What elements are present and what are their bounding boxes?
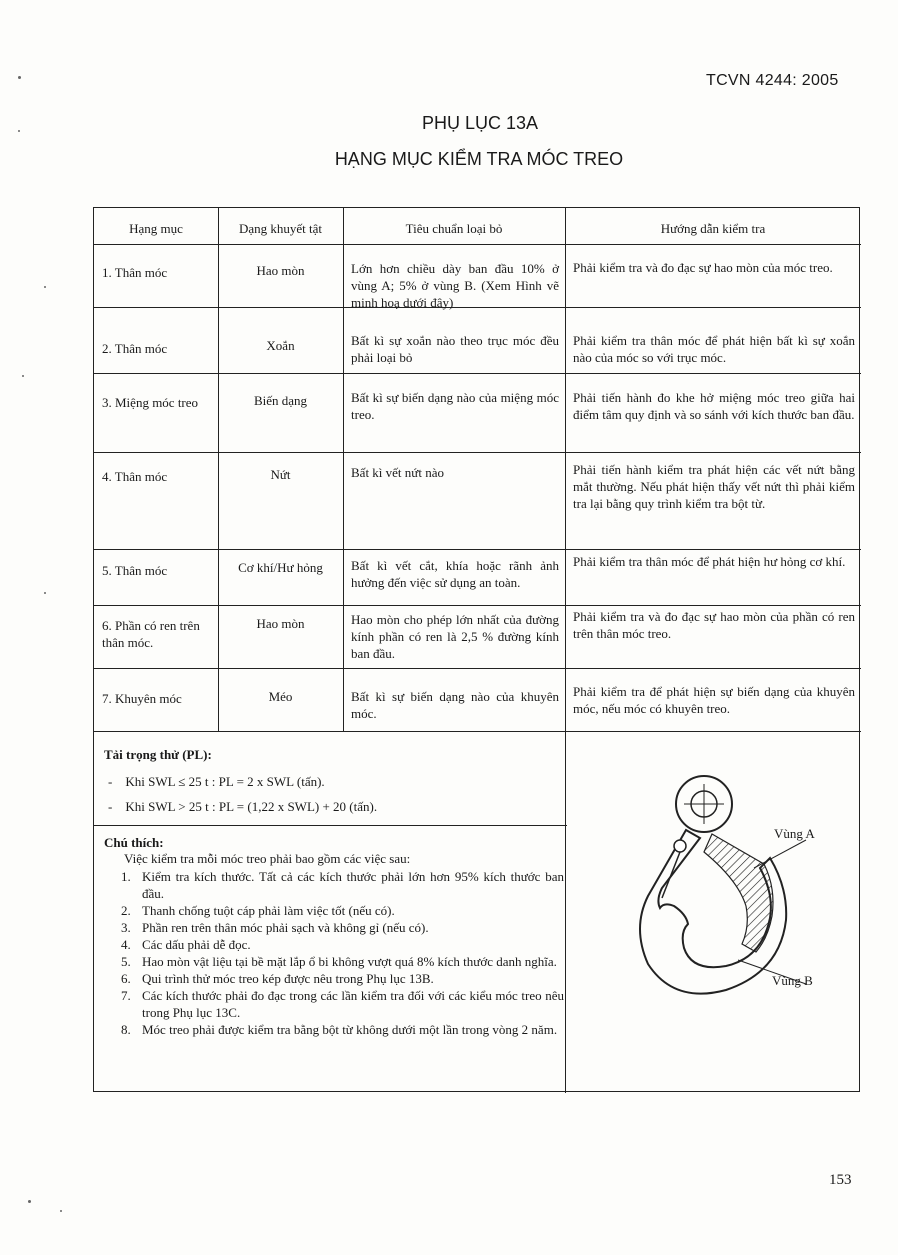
- page-title: HẠNG MỤC KIỂM TRA MÓC TREO: [334, 149, 624, 169]
- row1-criterion: Lớn hơn chiều dày ban đầu 10% ở vùng A; 5% ở vùng B. (Xem Hình vẽ minh hoạ dưới đây): [351, 261, 559, 310]
- notes-list: [104, 868, 564, 1038]
- test-load-item: - Khi SWL ≤ 25 t : PL = 2 x SWL (tấn).: [108, 774, 325, 789]
- row-divider: [94, 452, 861, 453]
- row4-defect: Nứt: [270, 467, 291, 482]
- scan-speck: [28, 1200, 31, 1203]
- row2-criterion: Bất kì sự xoắn nào theo trục móc đều phải loại bỏ: [351, 333, 559, 365]
- notes-title: Chú thích:: [104, 835, 164, 850]
- row1-guide: Phải kiểm tra và đo đạc sự hao mòn của móc treo.: [573, 260, 833, 275]
- note-item: 4. Các dấu phải dễ đọc.: [134, 936, 564, 953]
- note-item: 8. Móc treo phải được kiểm tra bằng bột từ không dưới một lần trong vòng 2 năm.: [134, 1021, 564, 1038]
- row3-criterion: Bất kì sự biến dạng nào của miệng móc treo.: [351, 390, 559, 422]
- inspection-table: [93, 207, 860, 1092]
- scan-speck: [60, 1210, 62, 1212]
- row-divider: [94, 244, 861, 245]
- row-divider: [94, 373, 861, 374]
- note-item: 1. Kiểm tra kích thước. Tất cả các kích thước phải lớn hơn 95% kích thước ban đầu.: [134, 868, 564, 902]
- appendix-title: PHỤ LỤC 13A: [421, 113, 539, 133]
- row1-defect: Hao mòn: [256, 263, 305, 278]
- standard-code: TCVN 4244: 2005: [706, 72, 839, 89]
- row5-guide: Phải kiểm tra thân móc để phát hiện hư hỏng cơ khí.: [573, 554, 846, 569]
- scan-speck: [22, 375, 24, 377]
- zone-b-label: Vùng B: [772, 973, 813, 988]
- scan-speck: [44, 286, 46, 288]
- col-divider: [343, 208, 344, 731]
- row-divider: [94, 668, 861, 669]
- header-item: Hạng mục: [129, 221, 183, 236]
- header-criterion: Tiêu chuẩn loại bỏ: [405, 221, 503, 236]
- leader-zone-a: [754, 840, 806, 868]
- scan-speck: [18, 130, 20, 132]
- row1-item: 1. Thân móc: [102, 265, 168, 280]
- row4-guide: Phải tiến hành kiểm tra phát hiện các vết nứt bằng mắt thường. Nếu phát hiện thấy vết nứt thì phải kiểm tra lại bằng quy trình kiểm tra bột từ.: [573, 462, 855, 511]
- row7-criterion: Bất kì sự biến dạng nào của khuyên móc.: [351, 689, 559, 721]
- row6-defect: Hao mòn: [256, 616, 305, 631]
- note-item: 7. Các kích thước phải đo đạc trong các lần kiểm tra đối với các kiểu móc treo nêu trong Phụ lục 13C.: [134, 987, 564, 1021]
- note-item: 2. Thanh chống tuột cáp phải làm việc tốt (nếu có).: [134, 902, 564, 919]
- row6-guide: Phải kiểm tra và đo đạc sự hao mòn của phần có ren trên thân móc treo.: [573, 609, 855, 641]
- hatched-zone-a: [704, 834, 773, 952]
- test-load-title: Tải trọng thử (PL):: [104, 747, 212, 762]
- row5-criterion: Bất kì vết cắt, khía hoặc rãnh ảnh hưởng đến việc sử dụng an toàn.: [351, 558, 559, 590]
- note-item: 6. Qui trình thử móc treo kép được nêu trong Phụ lục 13B.: [134, 970, 564, 987]
- row4-criterion: Bất kì vết nứt nào: [351, 465, 444, 480]
- row2-defect: Xoắn: [266, 338, 295, 353]
- row5-defect: Cơ khí/Hư hỏng: [238, 560, 323, 575]
- row7-defect: Méo: [268, 689, 293, 704]
- row2-item: 2. Thân móc: [102, 341, 168, 356]
- scan-speck: [18, 76, 21, 79]
- note-item: 5. Hao mòn vật liệu tại bề mặt lắp ổ bi không vượt quá 8% kích thước danh nghĩa.: [134, 953, 564, 970]
- row3-guide: Phải tiến hành đo khe hở miệng móc treo giữa hai điểm tâm quy định và so sánh với kích thước ban đầu.: [573, 390, 855, 422]
- latch-pin: [674, 840, 686, 852]
- row5-item: 5. Thân móc: [102, 563, 168, 578]
- note-item: 3. Phần ren trên thân móc phải sạch và không gỉ (nếu có).: [134, 919, 564, 936]
- row3-defect: Biến dạng: [253, 393, 308, 408]
- header-defect: Dạng khuyết tật: [238, 221, 323, 236]
- row4-item: 4. Thân móc: [102, 469, 168, 484]
- header-guide: Hướng dẫn kiểm tra: [660, 221, 766, 236]
- test-load-item: - Khi SWL > 25 t : PL = (1,22 x SWL) + 20 (tấn).: [108, 799, 378, 814]
- row-divider: [94, 605, 861, 606]
- row6-criterion: Hao mòn cho phép lớn nhất của đường kính phần có ren là 2,5 % đường kính ban đầu.: [351, 612, 559, 661]
- row-divider: [94, 731, 861, 732]
- zone-a-label: Vùng A: [774, 826, 815, 841]
- scan-speck: [44, 592, 46, 594]
- row7-guide: Phải kiểm tra để phát hiện sự biến dạng của khuyên móc, nếu móc có khuyên treo.: [573, 684, 855, 716]
- row-divider: [94, 825, 567, 826]
- col-divider: [565, 208, 566, 1093]
- notes-intro: Việc kiểm tra mỗi móc treo phải bao gồm các việc sau:: [124, 851, 411, 866]
- latch: [662, 852, 680, 898]
- row6-item: 6. Phần có ren trên thân móc.: [102, 618, 200, 650]
- row7-item: 7. Khuyên móc: [102, 691, 182, 706]
- row2-guide: Phải kiểm tra thân móc để phát hiện bất kì sự xoắn nào của móc so với trục móc.: [573, 333, 855, 365]
- page-number: 153: [829, 1172, 852, 1188]
- row-divider: [94, 549, 861, 550]
- row3-item: 3. Miệng móc treo: [102, 395, 199, 410]
